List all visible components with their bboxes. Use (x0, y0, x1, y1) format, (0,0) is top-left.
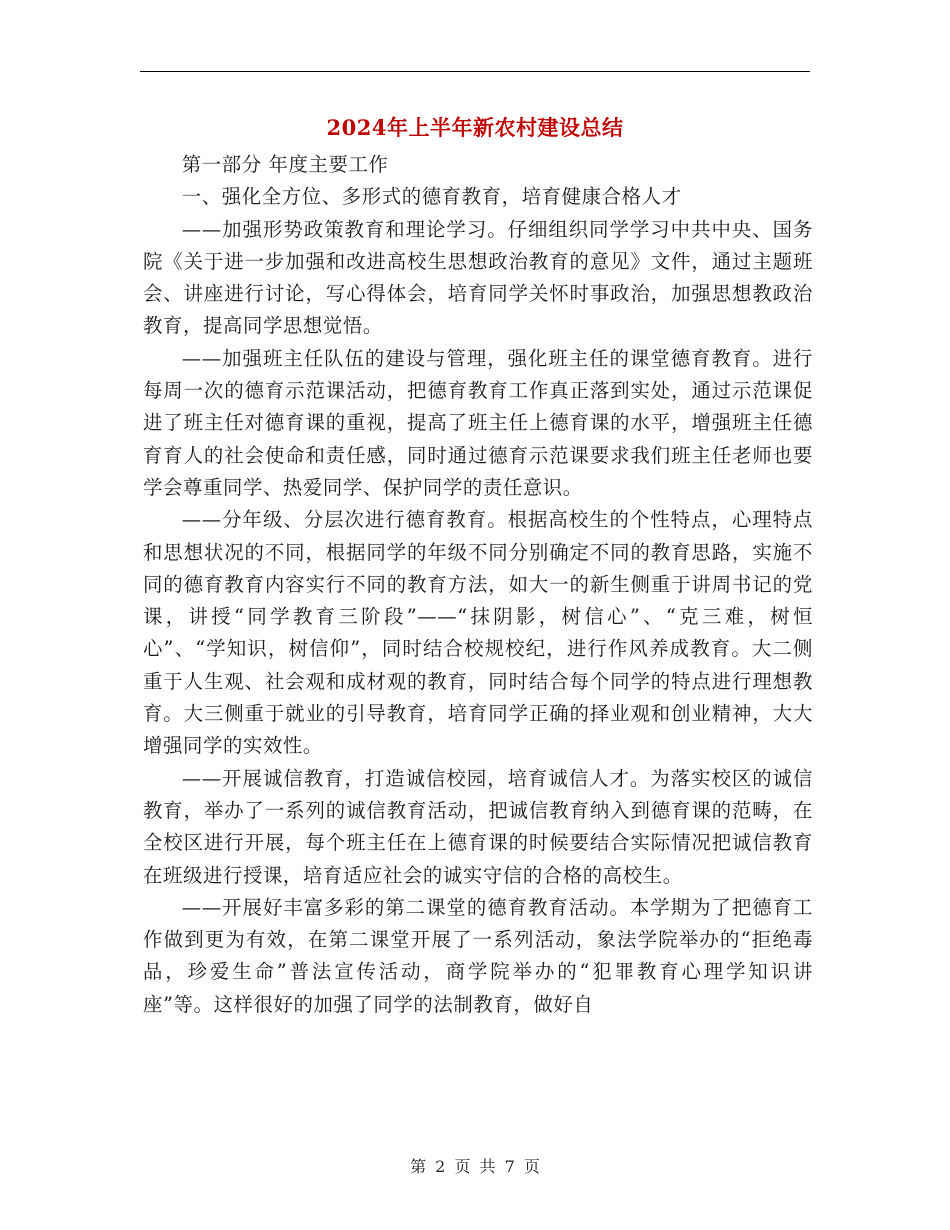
page-number-footer: 第 2 页 共 7 页 (410, 1157, 540, 1176)
body-paragraph: ——开展诚信教育，打造诚信校园，培育诚信人才。为落实校区的诚信教育，举办了一系列的诚信教育活动，把诚信教育纳入到德育课的范畴，在全校区进行开展，每个班主任在上德育课的时候要结合实际情况把诚信教育在班级进行授课，培育适应社会的诚实守信的合格的高校生。 (143, 766, 813, 887)
header-rule (140, 71, 810, 72)
body-paragraph: ——分年级、分层次进行德育教育。根据高校生的个性特点，心理特点和思想状况的不同，根据同学的年级不同分别确定不同的教育思路，实施不同的德育教育内容实行不同的教育方法，如大一的新生侧重于讲周书记的党课，讲授“同学教育三阶段”——“抹阴影，树信心”、“克三难，树恒心”、“学知识，树信仰”，同时结合校规校纪，进行作风养成教育。大二侧重于人生观、社会观和成材观的教育，同时结合每个同学的特点进行理想教育。大三侧重于就业的引导教育，培育同学正确的择业观和创业精神，大大增强同学的实效性。 (143, 508, 813, 758)
body-paragraph: ——加强班主任队伍的建设与管理，强化班主任的课堂德育教育。进行每周一次的德育示范课活动，把德育教育工作真正落到实处，通过示范课促进了班主任对德育课的重视，提高了班主任上德育课的水平，增强班主任德育育人的社会使命和责任感，同时通过德育示范课要求我们班主任老师也要学会尊重同学、热爱同学、保护同学的责任意识。 (143, 346, 813, 499)
subsection-heading: 一、强化全方位、多形式的德育教育，培育健康合格人才 (181, 185, 682, 209)
section-heading: 第一部分 年度主要工作 (181, 153, 389, 176)
document-title: 2024年上半年新农村建设总结 (326, 115, 624, 140)
body-paragraph: ——加强形势政策教育和理论学习。仔细组织同学学习中共中央、国务院《关于进一步加强和改进高校生思想政治教育的意见》文件，通过主题班会、讲座进行讨论，写心得体会，培育同学关怀时事政治，加强思想教政治教育，提高同学思想觉悟。 (143, 217, 813, 338)
document-body (143, 149, 813, 1021)
body-paragraph: ——开展好丰富多彩的第二课堂的德育教育活动。本学期为了把德育工作做到更为有效，在第二课堂开展了一系列活动，象法学院举办的“拒绝毒品，珍爱生命”普法宣传活动，商学院举办的“犯罪教育心理学知识讲座”等。这样很好的加强了同学的法制教育，做好自 (143, 895, 813, 1016)
